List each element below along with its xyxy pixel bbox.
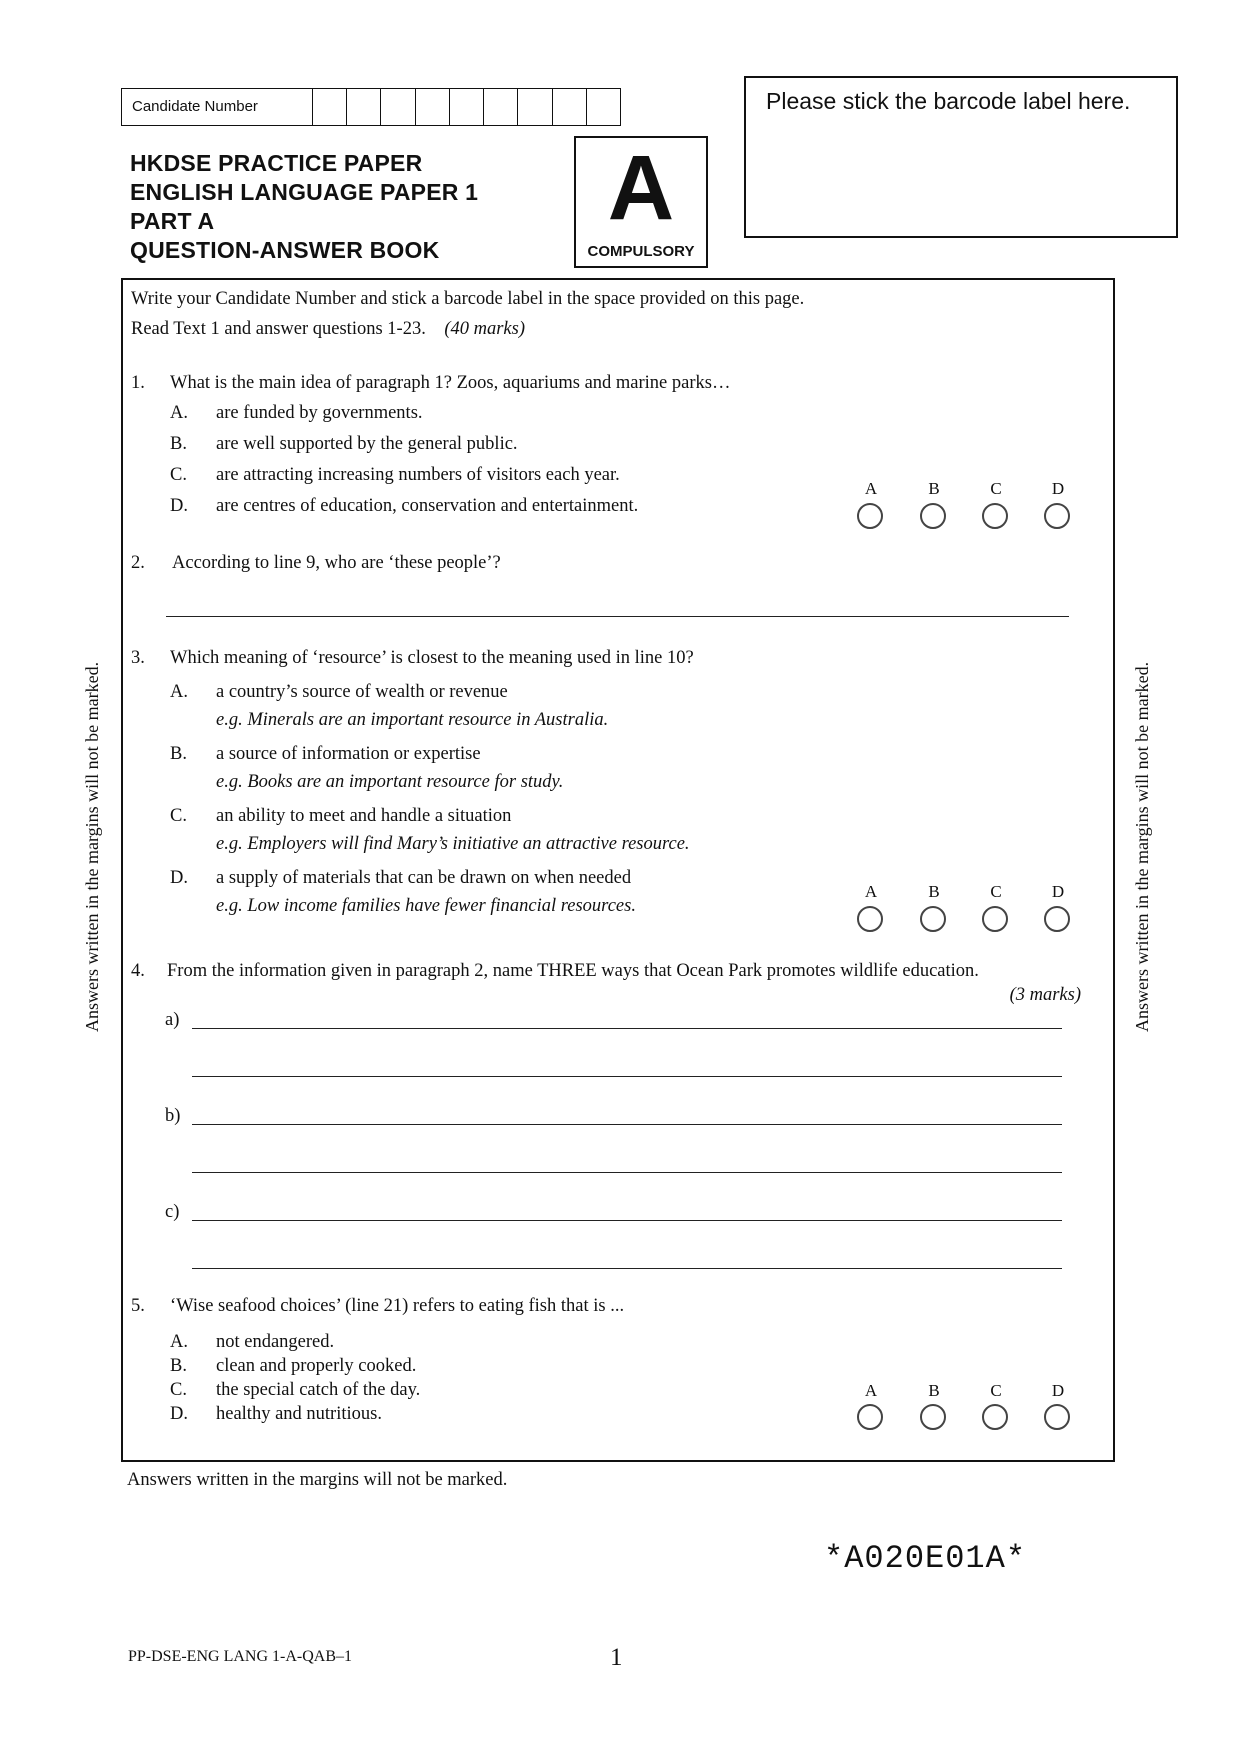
candidate-number-cell[interactable] [381, 89, 415, 125]
option-text: are attracting increasing numbers of visitors each year. [216, 465, 620, 485]
margin-note-bottom: Answers written in the margins will not be marked. [127, 1470, 508, 1490]
option-text: a source of information or expertise [216, 744, 481, 764]
answer-bubble-d[interactable] [1044, 503, 1070, 529]
margin-note-left: Answers written in the margins will not be marked. [82, 661, 102, 1032]
option-letter: A. [170, 1332, 188, 1352]
section-label: COMPULSORY [587, 243, 695, 260]
option-letter: B. [170, 1356, 187, 1376]
option-text: are well supported by the general public. [216, 434, 518, 454]
answer-label-c: C [990, 882, 1002, 901]
option-letter: D. [170, 496, 188, 516]
answer-line[interactable] [192, 1268, 1062, 1269]
option-text: are funded by governments. [216, 403, 423, 423]
question-text: From the information given in paragraph 2, name THREE ways that Ocean Park promotes wildlife education. [167, 961, 979, 981]
barcode-label-area [744, 76, 1178, 238]
answer-label-d: D [1051, 479, 1065, 498]
answer-label-c: C [990, 479, 1002, 498]
answer-line[interactable] [192, 1124, 1062, 1125]
answer-part-label: b) [165, 1106, 181, 1126]
instruction-line [131, 319, 525, 340]
answer-bubble-d[interactable] [1044, 906, 1070, 932]
answer-line[interactable] [192, 1220, 1062, 1221]
answer-label-b: B [928, 479, 940, 498]
answer-bubble-d[interactable] [1044, 1404, 1070, 1430]
answer-part-label: a) [165, 1010, 180, 1030]
option-text: are centres of education, conservation and entertainment. [216, 496, 639, 516]
section-letter: A [607, 137, 675, 239]
answer-bubble-b[interactable] [920, 503, 946, 529]
candidate-number-cell[interactable] [553, 89, 587, 125]
candidate-number-box[interactable] [121, 88, 621, 126]
answer-line[interactable] [192, 1076, 1062, 1077]
answer-bubble-c[interactable] [982, 503, 1008, 529]
question-number: 2. [131, 553, 145, 573]
option-text: healthy and nutritious. [216, 1404, 382, 1424]
option-letter: C. [170, 806, 187, 826]
answer-bubble-b[interactable] [920, 906, 946, 932]
option-example: e.g. Books are an important resource for study. [216, 772, 564, 792]
answer-bubble-b[interactable] [920, 1404, 946, 1430]
candidate-number-cell[interactable] [313, 89, 347, 125]
candidate-number-label: Candidate Number [122, 89, 313, 125]
answer-line[interactable] [192, 1172, 1062, 1173]
question-text: ‘Wise seafood choices’ (line 21) refers to eating fish that is ... [170, 1296, 625, 1316]
option-letter: D. [170, 868, 188, 888]
question-number: 1. [131, 373, 145, 393]
answer-bubble-a[interactable] [857, 503, 883, 529]
option-example: e.g. Low income families have fewer financial resources. [216, 896, 636, 916]
barcode-code: *A020E01A* [824, 1540, 1027, 1577]
paper-title-line: ENGLISH LANGUAGE PAPER 1 [130, 179, 479, 205]
answer-line[interactable] [192, 1028, 1062, 1029]
paper-title-line: HKDSE PRACTICE PAPER [130, 150, 423, 176]
answer-bubble-c[interactable] [982, 1404, 1008, 1430]
option-letter: C. [170, 1380, 187, 1400]
question-text: Which meaning of ‘resource’ is closest to the meaning used in line 10? [170, 648, 694, 668]
answer-bubble-a[interactable] [857, 1404, 883, 1430]
option-letter: A. [170, 403, 188, 423]
question-number: 3. [131, 648, 145, 668]
question-text: What is the main idea of paragraph 1? Zoos, aquariums and marine parks… [170, 373, 731, 393]
answer-label-d: D [1051, 882, 1065, 901]
candidate-number-cell[interactable] [450, 89, 484, 125]
answer-label-d: D [1051, 1381, 1065, 1400]
answer-label-b: B [928, 882, 940, 901]
option-text: an ability to meet and handle a situation [216, 806, 512, 826]
option-letter: B. [170, 434, 187, 454]
option-letter: B. [170, 744, 187, 764]
question-marks: (3 marks) [1009, 985, 1081, 1005]
candidate-number-cell[interactable] [347, 89, 381, 125]
option-letter: C. [170, 465, 187, 485]
option-letter: D. [170, 1404, 188, 1424]
answer-part-label: c) [165, 1202, 180, 1222]
answer-label-a: A [864, 882, 878, 901]
question-number: 4. [131, 961, 145, 981]
paper-title-line: QUESTION-ANSWER BOOK [130, 237, 440, 263]
answer-label-a: A [864, 1381, 878, 1400]
option-text: the special catch of the day. [216, 1380, 421, 1400]
option-letter: A. [170, 682, 188, 702]
paper-title-line: PART A [130, 208, 215, 234]
page-number: 1 [610, 1644, 623, 1671]
answer-label-c: C [990, 1381, 1002, 1400]
instruction-marks: (40 marks) [444, 319, 525, 339]
option-text: a country’s source of wealth or revenue [216, 682, 508, 702]
section-badge [574, 136, 708, 268]
answer-line[interactable] [166, 616, 1069, 617]
option-example: e.g. Minerals are an important resource in Australia. [216, 710, 609, 730]
candidate-number-cell[interactable] [484, 89, 518, 125]
option-text: clean and properly cooked. [216, 1356, 417, 1376]
option-text: not endangered. [216, 1332, 335, 1352]
candidate-number-cell[interactable] [416, 89, 450, 125]
candidate-number-cell[interactable] [587, 89, 620, 125]
option-example: e.g. Employers will find Mary’s initiative an attractive resource. [216, 834, 690, 854]
question-text: According to line 9, who are ‘these people’? [172, 553, 501, 573]
answer-label-b: B [928, 1381, 940, 1400]
instruction-text: Read Text 1 and answer questions 1-23. [131, 319, 426, 339]
question-number: 5. [131, 1296, 145, 1316]
barcode-instruction: Please stick the barcode label here. [766, 88, 1131, 114]
margin-note-right: Answers written in the margins will not be marked. [1132, 661, 1152, 1032]
answer-label-a: A [864, 479, 878, 498]
instruction-line: Write your Candidate Number and stick a barcode label in the space provided on this page. [131, 289, 805, 309]
paper-code: PP-DSE-ENG LANG 1-A-QAB–1 [128, 1648, 352, 1665]
candidate-number-cell[interactable] [518, 89, 552, 125]
answer-bubble-c[interactable] [982, 906, 1008, 932]
option-text: a supply of materials that can be drawn on when needed [216, 868, 632, 888]
answer-bubble-a[interactable] [857, 906, 883, 932]
